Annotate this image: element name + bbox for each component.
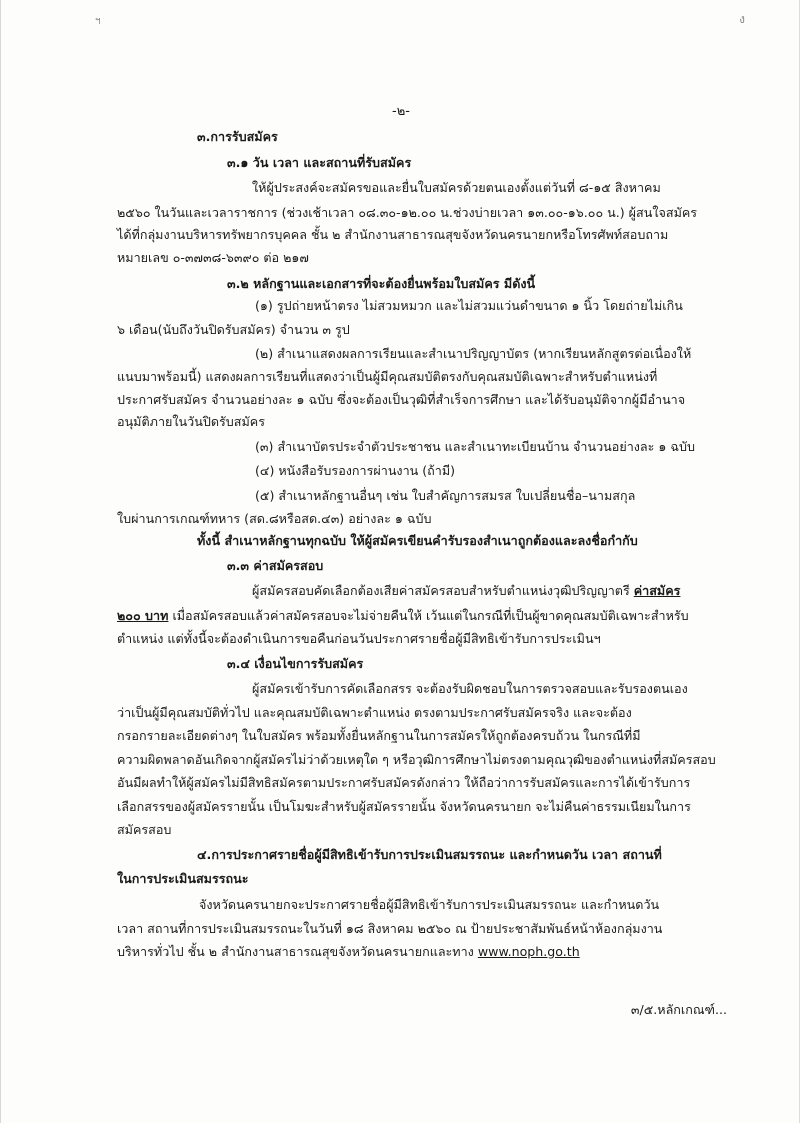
fee-text: ผู้สมัครสอบคัดเลือกต้องเสียค่าสมัครสอบสำหรับตำแหน่งวุฒิปริญญาตรี — [252, 583, 630, 598]
paragraph-line: ให้ผู้ประสงค์จะสมัครขอและยื่นใบสมัครด้วยตนเองตั้งแต่วันที่ ๘-๑๕ สิงหาคม — [252, 180, 661, 195]
paragraph-line: จังหวัดนครนายกจะประกาศรายชื่อผู้มีสิทธิเข้ารับการประเมินสมรรถนะ และกำหนดวัน — [199, 897, 660, 912]
paragraph-line: เวลา สถานที่การประเมินสมรรถนะในวันที่ ๑๘ สิงหาคม ๒๕๖๐ ณ ป้ายประชาสัมพันธ์หน้าห้องกลุ่มงาน — [117, 921, 663, 936]
paragraph-line: ๒๕๖๐ ในวันและเวลาราชการ (ช่วงเช้าเวลา ๐๘.๓๐-๑๒.๐๐ น.ช่วงบ่ายเวลา ๑๓.๐๐-๑๖.๐๐ น.) ผู้สนใจสมัคร — [117, 205, 698, 220]
paragraph-line — [252, 581, 680, 601]
section-3-heading: ๓.การรับสมัคร — [197, 129, 278, 144]
paragraph-line: กรอกรายละเอียดต่างๆ ในใบสมัคร พร้อมทั้งยื่นหลักฐานในการสมัครให้ถูกต้องครบถ้วน ในกรณีที่มี — [117, 728, 641, 743]
page-number: -๒- — [392, 104, 410, 119]
section-3-3-heading: ๓.๓ ค่าสมัครสอบ — [227, 558, 324, 573]
list-item: (๓) สำเนาบัตรประจำตัวประชาชน และสำเนาทะเบียนบ้าน จำนวนอย่างละ ๑ ฉบับ — [255, 439, 695, 454]
paragraph-line: หมายเลข ๐-๓๗๓๘-๖๓๙๐ ต่อ ๒๑๗ — [117, 250, 309, 265]
paragraph-line: เลือกสรรของผู้สมัครรายนั้น เป็นโมฆะสำหรับผู้สมัครรายนั้น จังหวัดนครนายก จะไม่คืนค่าธรรมเนียมในการ — [117, 799, 691, 814]
section-4-heading-cont: ในการประเมินสมรรถนะ — [117, 871, 249, 886]
note-text: ทั้งนี้ สำเนาหลักฐานทุกฉบับ ให้ผู้สมัครเขียนคำรับรองสำเนาถูกต้องและลงชื่อกำกับ — [197, 533, 638, 548]
continuation-footer: ๓/๕.หลักเกณฑ์... — [630, 1002, 727, 1017]
fee-label: ค่าสมัคร — [633, 583, 681, 598]
list-item: ใบผ่านการเกณฑ์ทหาร (สด.๘หรือสด.๔๓) อย่างละ ๑ ฉบับ — [117, 511, 432, 526]
list-item: (๔) หนังสือรับรองการผ่านงาน (ถ้ามี) — [255, 463, 456, 478]
section-3-4-heading: ๓.๔ เงื่อนไขการรับสมัคร — [227, 656, 364, 671]
section-3-2-heading: ๓.๒ หลักฐานและเอกสารที่จะต้องยื่นพร้อมใบสมัคร มีดังนี้ — [227, 276, 536, 291]
paragraph-line — [117, 942, 580, 962]
list-item: (๒) สำเนาแสดงผลการเรียนและสำเนาปริญญาบัตร (หากเรียนหลักสูตรต่อเนื่องให้ — [255, 346, 692, 361]
scan-mark: ฯ — [95, 16, 101, 27]
list-item: แนบมาพร้อมนี้) แสดงผลการเรียนที่แสดงว่าเป็นผู้มีคุณสมบัติตรงกับคุณสมบัติเฉพาะสำหรับตำแหน่งที่ — [117, 369, 658, 384]
paragraph-line: สมัครสอบ — [117, 822, 172, 837]
scan-mark: ง — [739, 12, 745, 26]
website-link[interactable]: www.noph.go.th — [477, 944, 580, 959]
list-item: (๕) สำเนาหลักฐานอื่นๆ เช่น ใบสำคัญการสมรส ใบเปลี่ยนชื่อ–นามสกุล — [255, 488, 636, 503]
section-3-1-heading: ๓.๑ วัน เวลา และสถานที่รับสมัคร — [227, 155, 412, 170]
paragraph-line: ความผิดพลาดอันเกิดจากผู้สมัครไม่ว่าด้วยเหตุใด ๆ หรือวุฒิการศึกษาไม่ตรงตามคุณวุฒิของตำแหน่งที่สมัครสอบ — [117, 752, 716, 767]
paragraph-line: ตำแหน่ง แต่ทั้งนี้จะต้องดำเนินการขอคืนก่อนวันประกาศรายชื่อผู้มีสิทธิเข้ารับการประเมินฯ — [117, 631, 601, 646]
paragraph-line — [117, 606, 689, 626]
list-item: อนุมัติภายในวันปิดรับสมัคร — [117, 414, 265, 429]
paragraph-text: บริหารทั่วไป ชั้น ๒ สำนักงานสาธารณสุขจังหวัดนครนายกและทาง — [117, 944, 474, 959]
list-item: (๑) รูปถ่ายหน้าตรง ไม่สวมหมวก และไม่สวมแว่นดำขนาด ๑ นิ้ว โดยถ่ายไม่เกิน — [255, 298, 683, 313]
list-item: ประกาศรับสมัคร จำนวนอย่างละ ๑ ฉบับ ซึ่งจะต้องเป็นวุฒิที่สำเร็จการศึกษา และได้รับอนุมัติจากผู้มีอำนาจ — [117, 392, 686, 407]
paragraph-line: ผู้สมัครเข้ารับการคัดเลือกสรร จะต้องรับผิดชอบในการตรวจสอบและรับรองตนเอง — [252, 681, 688, 696]
paragraph-line: อันมีผลทำให้ผู้สมัครไม่มีสิทธิสมัครตามประกาศรับสมัครดังกล่าว ให้ถือว่าการรับสมัครและการได้เข้ารับการ — [117, 775, 691, 790]
section-4-heading: ๔.การประกาศรายชื่อผู้มีสิทธิเข้ารับการประเมินสมรรถนะ และกำหนดวัน เวลา สถานที่ — [197, 847, 662, 862]
fee-refund-text: เมื่อสมัครสอบแล้วค่าสมัครสอบจะไม่จ่ายคืนให้ เว้นแต่ในกรณีที่เป็นผู้ขาดคุณสมบัติเฉพาะสำหรับ — [172, 608, 689, 623]
fee-amount: ๒๐๐ บาท — [117, 608, 169, 623]
paragraph-line: ได้ที่กลุ่มงานบริหารทรัพยากรบุคคล ชั้น ๒ สำนักงานสาธารณสุขจังหวัดนครนายกหรือโทรศัพท์สอบถาม — [117, 227, 669, 242]
paragraph-line: ว่าเป็นผู้มีคุณสมบัติทั่วไป และคุณสมบัติเฉพาะตำแหน่ง ตรงตามประกาศรับสมัครจริง และจะต้อง — [117, 705, 632, 720]
list-item: ๖ เดือน(นับถึงวันปิดรับสมัคร) จำนวน ๓ รูป — [117, 322, 350, 337]
note-line — [197, 531, 638, 551]
